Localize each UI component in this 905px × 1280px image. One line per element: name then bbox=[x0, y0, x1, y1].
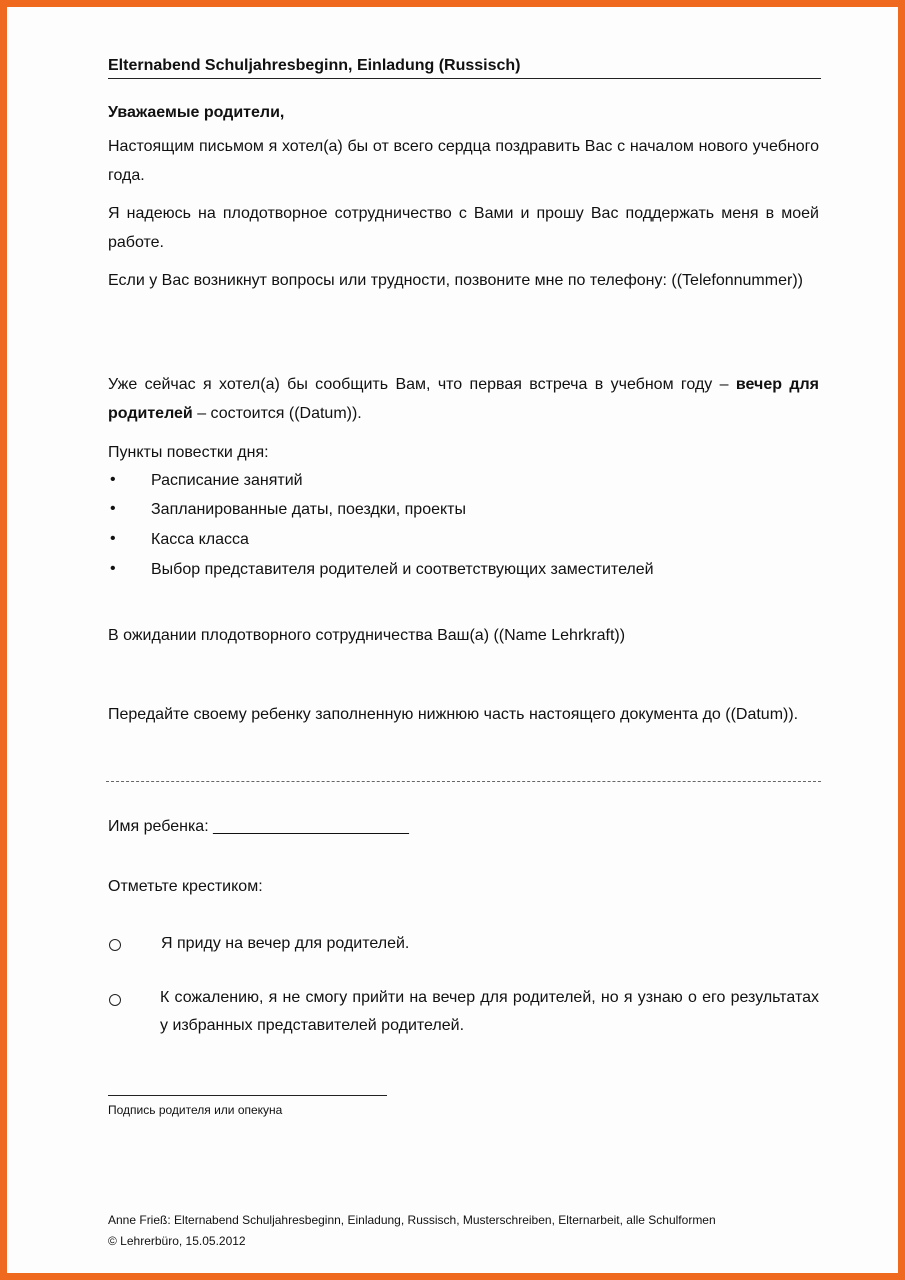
meeting-highlight: вечер для родителей bbox=[108, 376, 820, 422]
signature-line[interactable] bbox=[108, 1095, 387, 1096]
footer-credit: Anne Frieß: Elternabend Schuljahresbeginn, Einladung, Russisch, Musterschreiben, Elternarbeit, alle Schulformen bbox=[108, 1213, 716, 1227]
agenda-label: Пункты повестки дня: bbox=[108, 444, 269, 461]
cut-line bbox=[106, 781, 821, 782]
return-instruction: Передайте своему ребенку заполненную нижнюю часть настоящего документа до ((Datum)). bbox=[108, 706, 799, 723]
bullet-icon: • bbox=[110, 530, 116, 547]
document-title: Elternabend Schuljahresbeginn, Einladung (Russisch) bbox=[108, 57, 821, 79]
agenda-item: Касса класса bbox=[151, 531, 249, 548]
bullet-icon: • bbox=[110, 500, 116, 517]
signature-label: Подпись родителя или опекуна bbox=[108, 1103, 283, 1117]
meeting-text-end: – состоится ((Datum)). bbox=[192, 405, 362, 422]
decline-radio[interactable] bbox=[109, 994, 121, 1006]
paragraph-meeting bbox=[108, 370, 819, 428]
paragraph-cooperation: Я надеюсь на плодотворное сотрудничество с Вами и прошу Вас поддержать меня в моей работе. bbox=[108, 205, 819, 251]
decline-option-label: К сожалению, я не смогу прийти на вечер для родителей, но я узнаю о его результатах у избранных представителей родителей. bbox=[160, 989, 819, 1034]
footer-copyright: © Lehrerbüro, 15.05.2012 bbox=[108, 1234, 246, 1248]
attend-radio[interactable] bbox=[109, 939, 121, 951]
meeting-text-start: Уже сейчас я хотел(а) бы сообщить Вам, что первая встреча в учебном году – bbox=[108, 376, 736, 393]
child-name-field[interactable]: Имя ребенка: ______________________ bbox=[108, 818, 409, 835]
attend-option-label: Я приду на вечер для родителей. bbox=[161, 935, 410, 952]
paragraph-congratulation: Настоящим письмом я хотел(а) бы от всего сердца поздравить Вас с началом нового учебного года. bbox=[108, 138, 819, 184]
bullet-icon: • bbox=[110, 560, 116, 577]
agenda-item: Выбор представителя родителей и соответствующих заместителей bbox=[151, 561, 654, 578]
closing-line: В ожидании плодотворного сотрудничества Ваш(а) ((Name Lehrkraft)) bbox=[108, 627, 626, 644]
agenda-item: Запланированные даты, поездки, проекты bbox=[151, 501, 466, 518]
paragraph-contact: Если у Вас возникнут вопросы или трудности, позвоните мне по телефону: ((Telefonnummer)) bbox=[108, 272, 803, 289]
bullet-icon: • bbox=[110, 471, 116, 488]
agenda-item: Расписание занятий bbox=[151, 472, 303, 489]
mark-instruction: Отметьте крестиком: bbox=[108, 878, 263, 895]
greeting: Уважаемые родители, bbox=[108, 104, 285, 121]
